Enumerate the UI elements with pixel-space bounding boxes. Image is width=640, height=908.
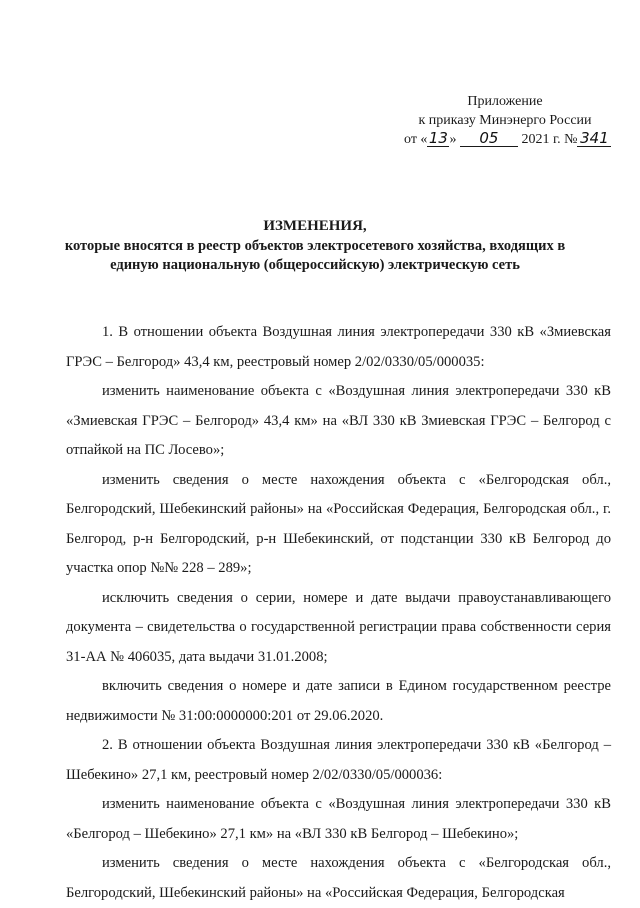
date-prefix: от « bbox=[404, 132, 428, 147]
paragraph: включить сведения о номере и дате записи в Едином государственном реестре недвижимости № 31:00:0000000:201 от 29.06.2020. bbox=[66, 678, 611, 724]
paragraph: изменить наименование объекта с «Воздушная линия электропередачи 330 кВ «Белгород – Шебекино» 27,1 км» на «ВЛ 330 кВ Белгород – Шебекино»; bbox=[66, 796, 611, 842]
handwritten-day: 13 bbox=[428, 129, 448, 147]
paragraph: изменить наименование объекта с «Воздушная линия электропередачи 330 кВ «Змиевская ГРЭС – Белгород» 43,4 км» на «ВЛ 330 кВ Змиевская ГРЭС – Белгород с отпайкой на ПС Лосево»; bbox=[66, 383, 611, 458]
heading-title: ИЗМЕНЕНИЯ, bbox=[263, 218, 367, 234]
handwritten-order-number: 341 bbox=[577, 130, 611, 147]
date-year-text: 2021 г. № bbox=[521, 132, 578, 147]
paragraph: исключить сведения о серии, номере и дате выдачи правоустанавливающего документа – свидетельства о государственной регистрации права собственности серия 31-АА № 406035, дата выдачи 31.01.2008; bbox=[66, 589, 611, 665]
paragraph: 2. В отношении объекта Воздушная линия электропередачи 330 кВ «Белгород – Шебекино» 27,1 км, реестровый номер 2/02/0330/05/000036: bbox=[66, 737, 611, 783]
appendix-title: Приложение bbox=[467, 94, 543, 109]
paragraph: изменить сведения о месте нахождения объекта с «Белгородская обл., Белгородский, Шебекинский районы» на «Российская Федерация, Белгородская обл., г. Белгород, р-н Белгородский, р-н Шебекинский, от подстанции 330 кВ Белгород до участка опор №№ 228 – 289»; bbox=[66, 471, 611, 576]
appendix-block bbox=[400, 92, 610, 149]
paragraph: изменить сведения о месте нахождения объекта с «Белгородская обл., Белгородский, Шебекинский районы» на «Российская Федерация, Белгородская bbox=[66, 855, 611, 901]
appendix-order-ref: к приказу Минэнерго России bbox=[418, 113, 592, 128]
date-close-quote: » bbox=[449, 132, 457, 147]
document-heading bbox=[60, 217, 570, 275]
paragraph: 1. В отношении объекта Воздушная линия электропередачи 330 кВ «Змиевская ГРЭС – Белгород» 43,4 км, реестровый номер 2/02/0330/05/000035: bbox=[66, 324, 611, 370]
appendix-date-line bbox=[400, 130, 610, 149]
heading-subtitle: которые вносятся в реестр объектов электросетевого хозяйства, входящих в единую национальную (общероссийскую) электрическую сеть bbox=[64, 238, 566, 273]
handwritten-month: 05 bbox=[460, 130, 518, 147]
document-body bbox=[66, 318, 611, 908]
